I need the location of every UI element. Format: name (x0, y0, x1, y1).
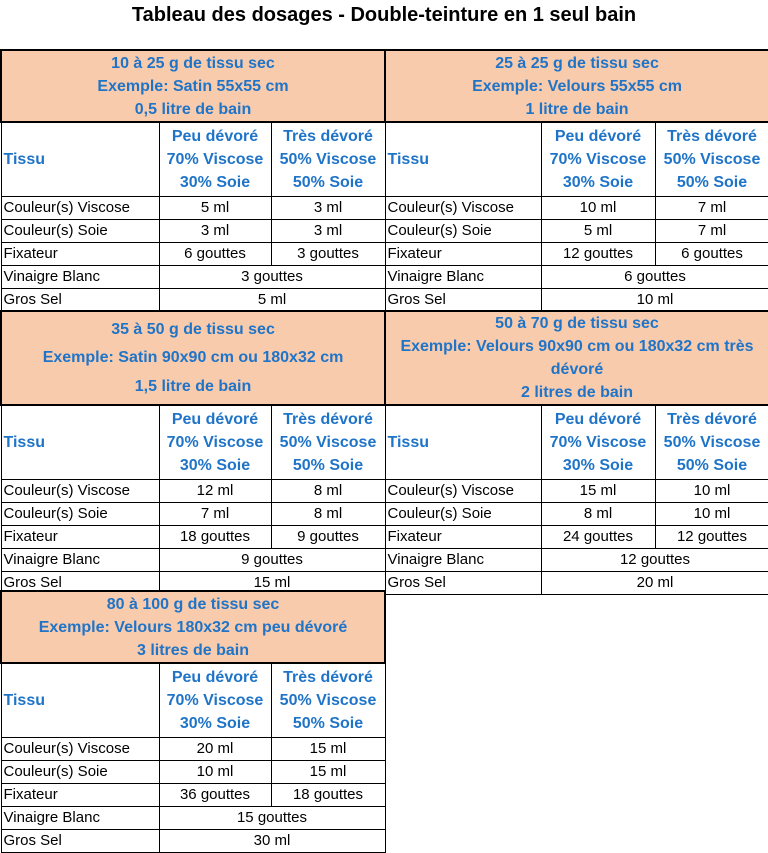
row-label: Couleur(s) Viscose (385, 196, 541, 219)
value-vinaigre: 15 gouttes (159, 806, 385, 829)
block-header (385, 50, 768, 122)
value-peu: 24 gouttes (541, 525, 655, 548)
table-row (385, 502, 768, 525)
value-tres: 7 ml (655, 219, 768, 242)
col-name: Peu dévoré (542, 408, 655, 431)
col-name: Très dévoré (656, 408, 768, 431)
weight-range: 80 à 100 g de tissu sec (2, 593, 384, 616)
bath-volume: 3 litres de bain (2, 639, 384, 662)
row-label: Vinaigre Blanc (385, 548, 541, 571)
table-row (1, 242, 385, 265)
bath-volume: 0,5 litre de bain (2, 98, 384, 121)
table-row (1, 502, 385, 525)
value-peu: 15 ml (541, 479, 655, 502)
bath-volume: 1,5 litre de bain (2, 375, 384, 398)
col-peu-devore (159, 122, 271, 196)
table-row (385, 196, 768, 219)
col-viscose: 70% Viscose (542, 431, 655, 454)
example-cont: dévoré (386, 358, 768, 381)
col-viscose: 50% Viscose (656, 431, 768, 454)
row-label: Vinaigre Blanc (1, 548, 159, 571)
col-viscose: 50% Viscose (272, 148, 385, 171)
value-peu: 10 ml (159, 760, 271, 783)
row-label: Couleur(s) Soie (385, 502, 541, 525)
col-viscose: 50% Viscose (272, 689, 385, 712)
col-tres-devore (271, 122, 385, 196)
table-row (1, 288, 385, 311)
table-row (1, 525, 385, 548)
block-header (1, 591, 385, 663)
page-title: Tableau des dosages - Double-teinture en 1 seul bain (0, 0, 768, 40)
col-peu-devore (541, 122, 655, 196)
row-label: Vinaigre Blanc (1, 806, 159, 829)
row-label: Gros Sel (1, 571, 159, 594)
col-name: Peu dévoré (160, 125, 271, 148)
table-row (1, 219, 385, 242)
table-row (1, 783, 385, 806)
col-name: Très dévoré (272, 666, 385, 689)
row-label: Couleur(s) Soie (1, 760, 159, 783)
table-row (1, 760, 385, 783)
block-header (1, 311, 385, 405)
value-vinaigre: 12 gouttes (541, 548, 768, 571)
row-label: Couleur(s) Viscose (385, 479, 541, 502)
bath-volume: 2 litres de bain (386, 381, 768, 404)
row-label: Couleur(s) Soie (385, 219, 541, 242)
dosage-block-50-70g (384, 310, 768, 595)
col-peu-devore (159, 405, 271, 479)
table-row (385, 548, 768, 571)
value-tres: 6 gouttes (655, 242, 768, 265)
table-row (385, 265, 768, 288)
value-sel: 10 ml (541, 288, 768, 311)
bath-volume: 1 litre de bain (386, 98, 768, 121)
table-row (1, 479, 385, 502)
col-viscose: 70% Viscose (542, 148, 655, 171)
row-label: Couleur(s) Viscose (1, 479, 159, 502)
value-sel: 30 ml (159, 829, 385, 852)
example: Exemple: Velours 90x90 cm ou 180x32 cm très (386, 335, 768, 358)
table-row (1, 196, 385, 219)
col-viscose: 70% Viscose (160, 431, 271, 454)
weight-range: 25 à 25 g de tissu sec (386, 52, 768, 75)
value-tres: 7 ml (655, 196, 768, 219)
tissu-label: Tissu (1, 122, 159, 196)
table-row (385, 525, 768, 548)
row-label: Couleur(s) Soie (1, 502, 159, 525)
row-label: Couleur(s) Viscose (1, 737, 159, 760)
col-tres-devore (655, 122, 768, 196)
row-label: Vinaigre Blanc (385, 265, 541, 288)
row-label: Gros Sel (385, 288, 541, 311)
value-vinaigre: 3 gouttes (159, 265, 385, 288)
col-soie: 50% Soie (272, 712, 385, 735)
value-vinaigre: 9 gouttes (159, 548, 385, 571)
row-label: Gros Sel (1, 288, 159, 311)
tissu-label: Tissu (385, 122, 541, 196)
value-sel: 5 ml (159, 288, 385, 311)
table-row (385, 219, 768, 242)
value-peu: 10 ml (541, 196, 655, 219)
value-tres: 3 ml (271, 196, 385, 219)
table-row (385, 571, 768, 594)
value-peu: 8 ml (541, 502, 655, 525)
col-soie: 50% Soie (272, 454, 385, 477)
col-viscose: 50% Viscose (272, 431, 385, 454)
row-label: Fixateur (1, 525, 159, 548)
col-peu-devore (159, 663, 271, 737)
table-row (1, 737, 385, 760)
col-tres-devore (655, 405, 768, 479)
table-row (1, 548, 385, 571)
value-tres: 10 ml (655, 502, 768, 525)
col-soie: 50% Soie (272, 171, 385, 194)
col-tres-devore (271, 663, 385, 737)
col-name: Peu dévoré (160, 408, 271, 431)
col-name: Très dévoré (272, 408, 385, 431)
row-label: Fixateur (385, 242, 541, 265)
table-row (1, 806, 385, 829)
value-peu: 3 ml (159, 219, 271, 242)
value-peu: 12 ml (159, 479, 271, 502)
value-vinaigre: 6 gouttes (541, 265, 768, 288)
col-soie: 50% Soie (656, 454, 768, 477)
col-soie: 30% Soie (160, 171, 271, 194)
value-tres: 18 gouttes (271, 783, 385, 806)
table-row (1, 829, 385, 852)
value-tres: 8 ml (271, 479, 385, 502)
block-header (385, 311, 768, 405)
col-name: Peu dévoré (542, 125, 655, 148)
table-row (1, 265, 385, 288)
value-peu: 18 gouttes (159, 525, 271, 548)
value-tres: 15 ml (271, 760, 385, 783)
value-tres: 10 ml (655, 479, 768, 502)
col-viscose: 70% Viscose (160, 689, 271, 712)
value-tres: 15 ml (271, 737, 385, 760)
block-header (1, 50, 385, 122)
example: Exemple: Velours 180x32 cm peu dévoré (2, 616, 384, 639)
value-tres: 9 gouttes (271, 525, 385, 548)
tissu-label: Tissu (385, 405, 541, 479)
tissu-label: Tissu (1, 663, 159, 737)
value-peu: 12 gouttes (541, 242, 655, 265)
value-tres: 3 gouttes (271, 242, 385, 265)
row-label: Fixateur (1, 242, 159, 265)
col-name: Très dévoré (272, 125, 385, 148)
example: Exemple: Velours 55x55 cm (386, 75, 768, 98)
row-label: Fixateur (385, 525, 541, 548)
row-label: Gros Sel (1, 829, 159, 852)
value-peu: 7 ml (159, 502, 271, 525)
col-viscose: 50% Viscose (656, 148, 768, 171)
dosage-block-80-100g (0, 590, 384, 853)
value-peu: 36 gouttes (159, 783, 271, 806)
example: Exemple: Satin 90x90 cm ou 180x32 cm (2, 341, 384, 375)
value-sel: 20 ml (541, 571, 768, 594)
col-soie: 30% Soie (160, 454, 271, 477)
dosage-block-25-25g (384, 49, 768, 312)
col-peu-devore (541, 405, 655, 479)
value-tres: 3 ml (271, 219, 385, 242)
row-label: Couleur(s) Soie (1, 219, 159, 242)
col-soie: 30% Soie (542, 454, 655, 477)
col-name: Très dévoré (656, 125, 768, 148)
col-viscose: 70% Viscose (160, 148, 271, 171)
value-sel: 15 ml (159, 571, 385, 594)
value-tres: 8 ml (271, 502, 385, 525)
row-label: Couleur(s) Viscose (1, 196, 159, 219)
row-label: Vinaigre Blanc (1, 265, 159, 288)
col-soie: 30% Soie (160, 712, 271, 735)
dosage-block-10-25g (0, 49, 384, 312)
table-row (385, 479, 768, 502)
dosage-block-35-50g (0, 310, 384, 595)
value-tres: 12 gouttes (655, 525, 768, 548)
col-tres-devore (271, 405, 385, 479)
example: Exemple: Satin 55x55 cm (2, 75, 384, 98)
col-name: Peu dévoré (160, 666, 271, 689)
row-label: Gros Sel (385, 571, 541, 594)
value-peu: 5 ml (541, 219, 655, 242)
value-peu: 20 ml (159, 737, 271, 760)
weight-range: 10 à 25 g de tissu sec (2, 52, 384, 75)
table-row (385, 242, 768, 265)
row-label: Fixateur (1, 783, 159, 806)
table-row (385, 288, 768, 311)
value-peu: 6 gouttes (159, 242, 271, 265)
value-peu: 5 ml (159, 196, 271, 219)
col-soie: 50% Soie (656, 171, 768, 194)
col-soie: 30% Soie (542, 171, 655, 194)
tissu-label: Tissu (1, 405, 159, 479)
weight-range: 35 à 50 g de tissu sec (2, 318, 384, 341)
weight-range: 50 à 70 g de tissu sec (386, 312, 768, 335)
